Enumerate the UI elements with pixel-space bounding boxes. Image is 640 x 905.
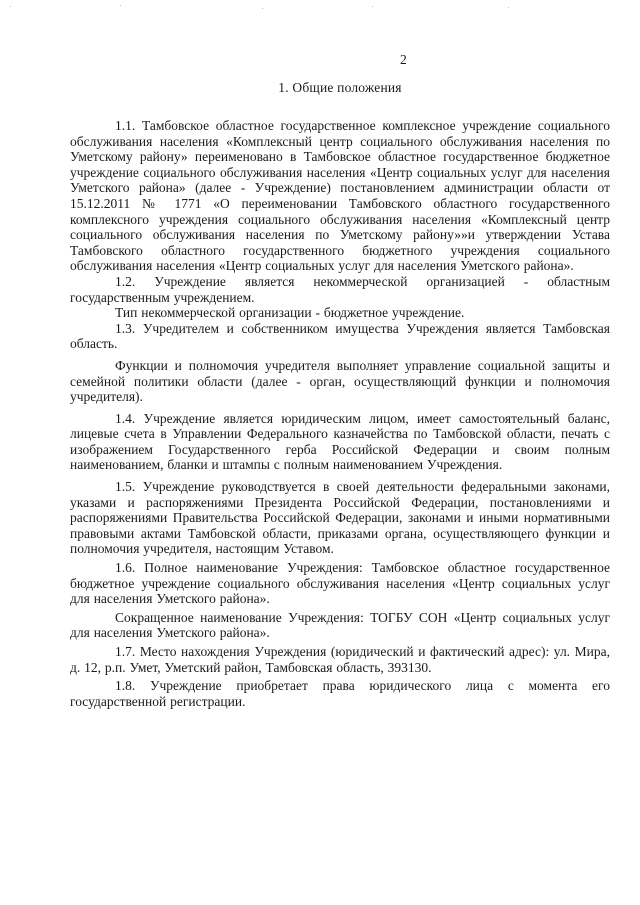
paragraph-1-6: 1.6. Полное наименование Учреждения: Тамбовское областное государственное бюджетное учреждение социального обслуживания населения «Центр социальных услуг для населения Уметского района». <box>70 560 610 607</box>
paragraph-1-5: 1.5. Учреждение руководствуется в своей деятельности федеральными законами, указами и распоряжениями Президента Российской Федерации, постановлениями и распоряжениями Правительства Российской Федерации, законами и иными нормативными правовыми актами Тамбовской области, приказами органа, осуществляющего функции и полномочия учредителя, настоящим Уставом. <box>70 479 610 557</box>
section-title: 1. Общие положения <box>278 80 402 95</box>
scan-speck <box>372 6 373 7</box>
scan-speck <box>262 8 263 9</box>
page-number: 2 <box>400 52 407 67</box>
paragraph-founder-functions: Функции и полномочия учредителя выполняет управление социальной защиты и семейной политики области (далее - орган, осуществляющий функции и полномочия учредителя). <box>70 357 610 405</box>
paragraph-nonprofit-type: Тип некоммерческой организации - бюджетное учреждение. <box>115 305 465 321</box>
paragraph-1-7: 1.7. Место нахождения Учреждения (юридический и фактический адрес): ул. Мира, д. 12, р.п. Умет, Уметский район, Тамбовская область, 393130. <box>70 644 610 675</box>
scan-speck <box>508 7 509 8</box>
paragraph-1-8: 1.8. Учреждение приобретает права юридического лица с момента его государственной регистрации. <box>70 678 610 709</box>
document-body <box>70 118 610 709</box>
paragraph-1-4: 1.4. Учреждение является юридическим лицом, имеет самостоятельный баланс, лицевые счета в Управлении Федерального казначейства по Тамбовской области, печать с изображением Государственного герба Российской Федерации и своим полным наименованием, бланки и штампы с полным наименованием Учреждения. <box>70 410 610 473</box>
paragraph-1-1: 1.1. Тамбовское областное государственное комплексное учреждение социального обслуживания населения «Комплексный центр социального обслуживания населения по Уметскому району» переименовано в Тамбовское областное государственное бюджетное учреждение социального обслуживания населения «Центр социальных услуг для населения Уметского района» (далее - Учреждение) постановлением администрации области от 15.12.2011 № 1771 «О переименовании Тамбовского областного государственного комплексного учреждения социального обслуживания населения «Комплексный центр социального обслуживания населения по Уметскому району»»и утверждении Устава Тамбовского областного государственного бюджетного учреждения социального обслуживания населения «Центр социальных услуг для населения Уметского района». <box>70 118 610 274</box>
paragraph-short-name: Сокращенное наименование Учреждения: ТОГБУ СОН «Центр социальных услуг для населения Уметского района». <box>70 609 610 641</box>
scan-speck <box>120 5 121 6</box>
scan-speck <box>10 6 11 7</box>
paragraph-1-2: 1.2. Учреждение является некоммерческой организацией - областным государственным учреждением. <box>70 273 610 305</box>
paragraph-1-3: 1.3. Учредителем и собственником имущества Учреждения является Тамбовская область. <box>70 320 610 352</box>
